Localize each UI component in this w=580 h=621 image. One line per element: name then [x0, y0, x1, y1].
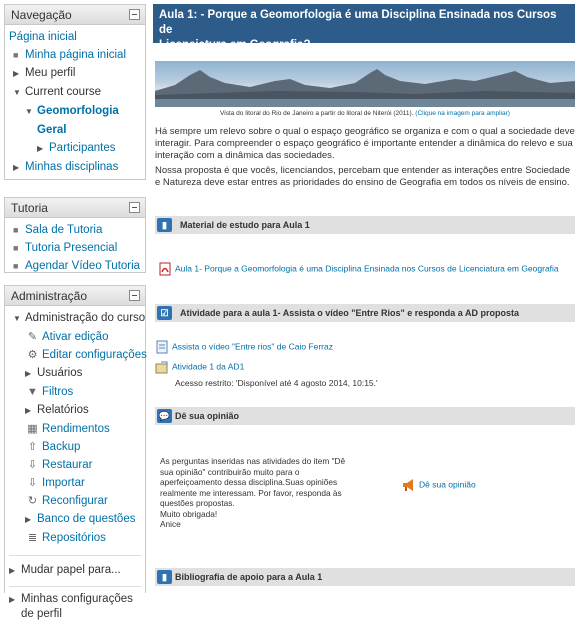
admin-question-bank-item[interactable] [9, 510, 141, 529]
access-restriction-note: Acesso restrito: 'Disponível até 4 agosto 2014, 10:15.' [175, 378, 378, 388]
megaphone-icon [402, 478, 416, 492]
chevron-right-icon: ▶ [9, 566, 16, 575]
admin-profile-settings-label: Minhas configurações [21, 593, 133, 605]
pdf-icon [158, 262, 172, 276]
nav-home-link[interactable] [9, 28, 141, 46]
admin-course-item[interactable] [9, 309, 146, 328]
navigation-block-header [5, 5, 145, 25]
collapse-icon[interactable] [129, 9, 140, 20]
nav-home-label: Página inicial [9, 31, 77, 43]
admin-import-label: Importar [42, 477, 85, 489]
assignment-icon [155, 360, 169, 374]
section-atividade [155, 304, 575, 322]
topic-title [153, 4, 575, 51]
video-link[interactable] [155, 340, 333, 354]
admin-profile-settings-label-2: de perfil [21, 608, 62, 620]
admin-edit-link[interactable] [9, 328, 141, 346]
restore-icon: ⇩ [27, 459, 38, 471]
opinion-text-line: questões propostas. [160, 498, 235, 508]
chevron-down-icon: ▼ [25, 107, 33, 116]
chevron-right-icon: ▶ [13, 69, 20, 78]
nav-participants-label: Participantes [49, 142, 116, 154]
bullet-icon: ■ [13, 225, 19, 235]
intro-paragraph-1: Há sempre um relevo sobre o qual o espaço geográfico se organiza e com o qual a sociedade deve interagir. Para compreender o espaço geográfico é importante entender a dinâmica do relevo e sua interação com a dinâmica das sociedades. [155, 126, 575, 161]
pencil-icon: ✎ [27, 331, 38, 343]
chevron-down-icon: ▼ [13, 314, 21, 323]
collapse-icon[interactable] [129, 290, 140, 301]
book-icon: ▮ [157, 570, 172, 584]
admin-switch-role-item[interactable] [9, 561, 141, 580]
admin-edit-label: Ativar edição [42, 331, 109, 343]
chevron-right-icon: ▶ [37, 144, 44, 153]
gear-icon: ⚙ [27, 349, 38, 361]
tutoria-presencial-label: Tutoria Presencial [25, 242, 118, 254]
opinion-text-line: As perguntas inseridas nas atividades do item "Dê [160, 456, 346, 466]
bullet-icon: ■ [13, 243, 19, 253]
chevron-right-icon: ▶ [25, 515, 32, 524]
reset-icon: ↻ [27, 495, 38, 507]
nav-participants-item[interactable] [9, 139, 141, 158]
nav-course-geomorfologia[interactable] [9, 102, 141, 121]
section-material-title: Material de estudo para Aula 1 [180, 220, 310, 230]
caption-text: Vista do litoral do Rio de Janeiro a partir do litoral de Niterói (2011). [220, 110, 414, 117]
section-opiniao [155, 407, 575, 425]
tutoria-block-title: Tutoria [11, 201, 48, 215]
admin-restore-link[interactable] [9, 456, 141, 474]
chevron-right-icon: ▶ [25, 406, 32, 415]
tutoria-video-label: Agendar Vídeo Tutoria [25, 260, 141, 272]
admin-grades-link[interactable] [9, 420, 141, 438]
collapse-icon[interactable] [129, 202, 140, 213]
ad1-link[interactable] [155, 360, 244, 374]
banner-caption [155, 110, 575, 117]
nav-profile-label: Meu perfil [25, 67, 76, 79]
admin-restore-label: Restaurar [42, 459, 93, 471]
ad1-link-label: Atividade 1 da AD1 [172, 361, 245, 372]
section-atividade-title: Atividade para a aula 1- Assista o vídeo "Entre Rios" e responda a AD proposta [180, 308, 519, 318]
grades-icon: ▦ [27, 423, 38, 435]
tutoria-block [4, 197, 146, 273]
administracao-block-header [5, 286, 145, 306]
filter-icon: ▼ [27, 386, 38, 398]
admin-profile-settings-item-cont[interactable] [9, 607, 141, 621]
nav-course-geral[interactable] [9, 121, 141, 139]
intro-paragraph-2: Nossa proposta é que vocês, licenciandos, percebam que entender as interações entre Sociedade e Natureza deve estar entres as prioridades do ensino de Geografia em todos os níveis de ensino. [155, 165, 571, 188]
opinion-description [160, 456, 350, 530]
book-icon: ▮ [157, 218, 172, 232]
opinion-text-line: realmente me interessam. Por favor, responda às [160, 487, 342, 498]
enlarge-image-link[interactable]: (Clique na imagem para ampliar) [415, 110, 510, 117]
section-bibliografia-title: Bibliografia de apoio para a Aula 1 [175, 572, 323, 582]
admin-filters-label: Filtros [42, 386, 74, 398]
nav-current-course-label: Current course [25, 86, 102, 98]
navigation-block-title: Navegação [11, 8, 72, 22]
admin-grades-label: Rendimentos [42, 423, 110, 435]
rio-banner-image[interactable] [155, 61, 575, 107]
admin-users-item[interactable] [9, 364, 141, 383]
admin-course-label: Administração do curso [25, 312, 146, 324]
admin-backup-link[interactable] [9, 438, 141, 456]
admin-settings-link[interactable] [9, 346, 147, 364]
opinion-feedback-label: Dê sua opinião [419, 479, 476, 490]
opinion-text-line: Muito obrigada! [160, 508, 218, 519]
admin-switch-role-label: Mudar papel para... [21, 564, 121, 576]
chevron-down-icon: ▼ [13, 88, 21, 97]
opinion-text-line: Anice [160, 519, 181, 529]
chevron-right-icon: ▶ [13, 163, 20, 172]
tutoria-sala-link[interactable] [9, 221, 141, 239]
nav-profile-item[interactable] [9, 64, 141, 83]
admin-repositories-label: Repositórios [42, 532, 106, 544]
page-icon [155, 340, 169, 354]
admin-reset-link[interactable] [9, 492, 141, 510]
nav-my-courses-label: Minhas disciplinas [25, 161, 119, 173]
nav-my-home-link[interactable] [9, 46, 141, 64]
section-material [155, 216, 575, 234]
admin-reset-label: Reconfigurar [42, 495, 108, 507]
backup-icon: ⇧ [27, 441, 38, 453]
bullet-icon: ■ [13, 50, 19, 60]
bullet-icon: ■ [13, 261, 19, 271]
tutoria-sala-label: Sala de Tutoria [25, 224, 103, 236]
nav-course-label: Geomorfologia [37, 105, 119, 117]
tutoria-video-link[interactable] [9, 257, 141, 275]
admin-reports-label: Relatórios [37, 404, 89, 416]
admin-users-label: Usuários [37, 367, 83, 379]
admin-filters-link[interactable] [9, 383, 141, 401]
admin-backup-label: Backup [42, 441, 81, 453]
opinion-feedback-link[interactable] [402, 478, 476, 492]
admin-profile-settings-item[interactable] [9, 592, 141, 607]
checklist-icon: ☑ [157, 306, 172, 320]
opinion-text-line: sua opinião" contribuirão muito para o [160, 466, 300, 477]
nav-course-geral-label: Geral [37, 124, 67, 136]
nav-my-courses-item[interactable] [9, 158, 141, 177]
section-opiniao-title: Dê sua opinião [175, 411, 240, 421]
topic-title-line-2: Licenciatura em Geografia? [159, 39, 311, 51]
nav-current-course-item[interactable] [9, 83, 141, 102]
import-icon: ⇩ [27, 477, 38, 489]
topic-title-line-1: Aula 1: - Porque a Geomorfologia é uma Disciplina Ensinada nos Cursos de [159, 9, 557, 36]
admin-question-bank-label: Banco de questões [37, 513, 136, 525]
admin-reports-item[interactable] [9, 401, 141, 420]
video-link-label: Assista o vídeo "Entre rios" de Caio Ferraz [172, 341, 333, 352]
admin-import-link[interactable] [9, 474, 141, 492]
speech-bubble-icon: 💬 [158, 411, 171, 421]
admin-repositories-link[interactable] [9, 529, 141, 547]
material-file-label: Aula 1- Porque a Geomorfologia é uma Disciplina Ensinada nos Cursos de Licenciatura em Geografia [175, 263, 559, 274]
mountain-skyline-graphic [155, 61, 575, 107]
tutoria-presencial-link[interactable] [9, 239, 141, 257]
tutoria-block-header [5, 198, 145, 218]
admin-settings-label: Editar configurações [42, 349, 147, 361]
navigation-block [4, 4, 146, 180]
section-bibliografia [155, 568, 575, 586]
chevron-right-icon: ▶ [25, 369, 32, 378]
nav-my-home-label: Minha página inicial [25, 49, 127, 61]
administracao-block-title: Administração [11, 289, 88, 303]
administracao-block [4, 285, 147, 620]
repository-icon: ≣ [27, 532, 38, 544]
chevron-right-icon: ▶ [9, 595, 16, 604]
opinion-text-line: aperfeiçoamento dessa disciplina.Suas opiniões [160, 477, 338, 487]
material-file-link[interactable] [158, 262, 559, 276]
